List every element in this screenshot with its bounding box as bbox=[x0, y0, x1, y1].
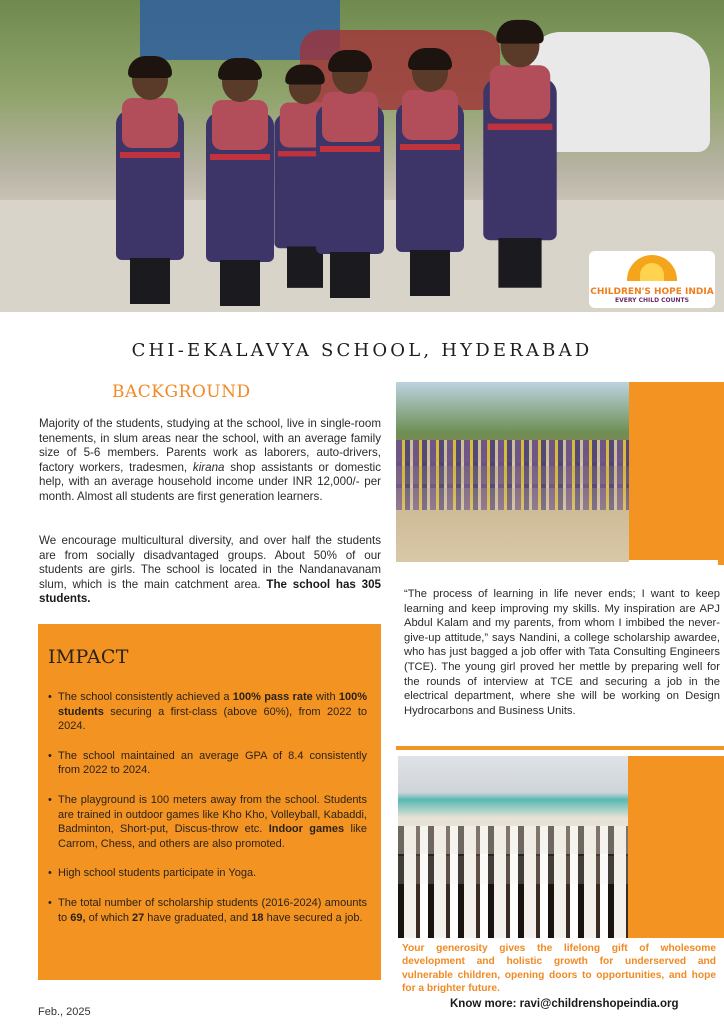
logo-tagline: EVERY CHILD COUNTS bbox=[615, 296, 689, 304]
testimonial-box bbox=[398, 565, 724, 746]
contact-email[interactable]: Know more: ravi@childrenshopeindia.org bbox=[450, 998, 679, 1010]
impact-item: • High school students participate in Yoga. bbox=[48, 866, 367, 881]
impact-item: • The playground is 100 meters away from the school. Students are trained in outdoor games like Kho Kho, Volleyball, Kabaddi, Badminton, Short-put, Discus-throw etc. Indoor games like Carrom, Chess, and others are also promoted. bbox=[48, 793, 367, 851]
impact-panel bbox=[38, 624, 381, 980]
hero-photo bbox=[0, 0, 724, 312]
impact-item: • The school maintained an average GPA of 8.4 consistently from 2022 to 2024. bbox=[48, 749, 367, 778]
background-paragraph-1: Majority of the students, studying at the school, live in single-room tenements, in slum areas near the school, with an average family size of 5-6 members. Parents work as laborers, auto-drivers, factory workers, tradesmen, kirana shop assistants or domestic help, with an average household income under INR 12,000/- per month. Almost all students are first generation learners. bbox=[39, 417, 381, 503]
students-exercise-photo bbox=[396, 382, 629, 562]
sun-icon bbox=[627, 255, 677, 281]
logo-name: CHILDREN'S HOPE INDIA bbox=[590, 286, 714, 297]
testimonial-quote: “The process of learning in life never ends; I want to keep learning and keep improving my skills. My inspiration are APJ Abdul Kalam and my parents, from whom I imbibed the never-give-up attitude,” says Nandini, a college scholarship awardee, who has just bagged a job offer with Tata Consulting Engineers (TCE). The young girl proved her mettle by preparing well for the rounds of interview at TCE and securing a job in the electrical department, where she will be working on Design Hydrocarbons and Business Units. bbox=[404, 588, 720, 717]
orange-accent-block bbox=[629, 382, 724, 560]
donation-tagline: Your generosity gives the lifelong gift of wholesome development and holistic growth for underserved and vulnerable children, opening doors to opportunities, and hope for a brighter future. bbox=[402, 943, 716, 995]
student-figure bbox=[110, 60, 190, 305]
publication-date: Feb., 2025 bbox=[38, 1006, 91, 1018]
students-yoga-photo bbox=[398, 756, 628, 938]
background-paragraph-2: We encourage multicultural diversity, and over half the students are from socially disadvantaged groups. About 50% of our students are girls. The school is located in the Nandanavanam slum, which is the main catchment area. The school has 305 students. bbox=[39, 534, 382, 606]
page-title: CHI-EKALAVYA SCHOOL, HYDERABAD bbox=[131, 340, 593, 361]
student-figure bbox=[477, 24, 563, 289]
impact-list bbox=[48, 690, 367, 925]
student-figure bbox=[310, 54, 390, 299]
orange-accent-block-2 bbox=[628, 756, 724, 938]
childrens-hope-india-logo bbox=[589, 251, 715, 308]
quote-frame-bottom bbox=[396, 746, 724, 750]
background-heading: BACKGROUND bbox=[112, 382, 251, 402]
student-figure bbox=[390, 52, 470, 297]
impact-heading: IMPACT bbox=[48, 646, 129, 668]
impact-item: • The total number of scholarship students (2016-2024) amounts to 69, of which 27 have graduated, and 18 have secured a job. bbox=[48, 896, 367, 925]
student-figure bbox=[200, 62, 280, 307]
impact-item: • The school consistently achieved a 100% pass rate with 100% students securing a first-class (above 60%), from 2022 to 2024. bbox=[48, 690, 367, 734]
